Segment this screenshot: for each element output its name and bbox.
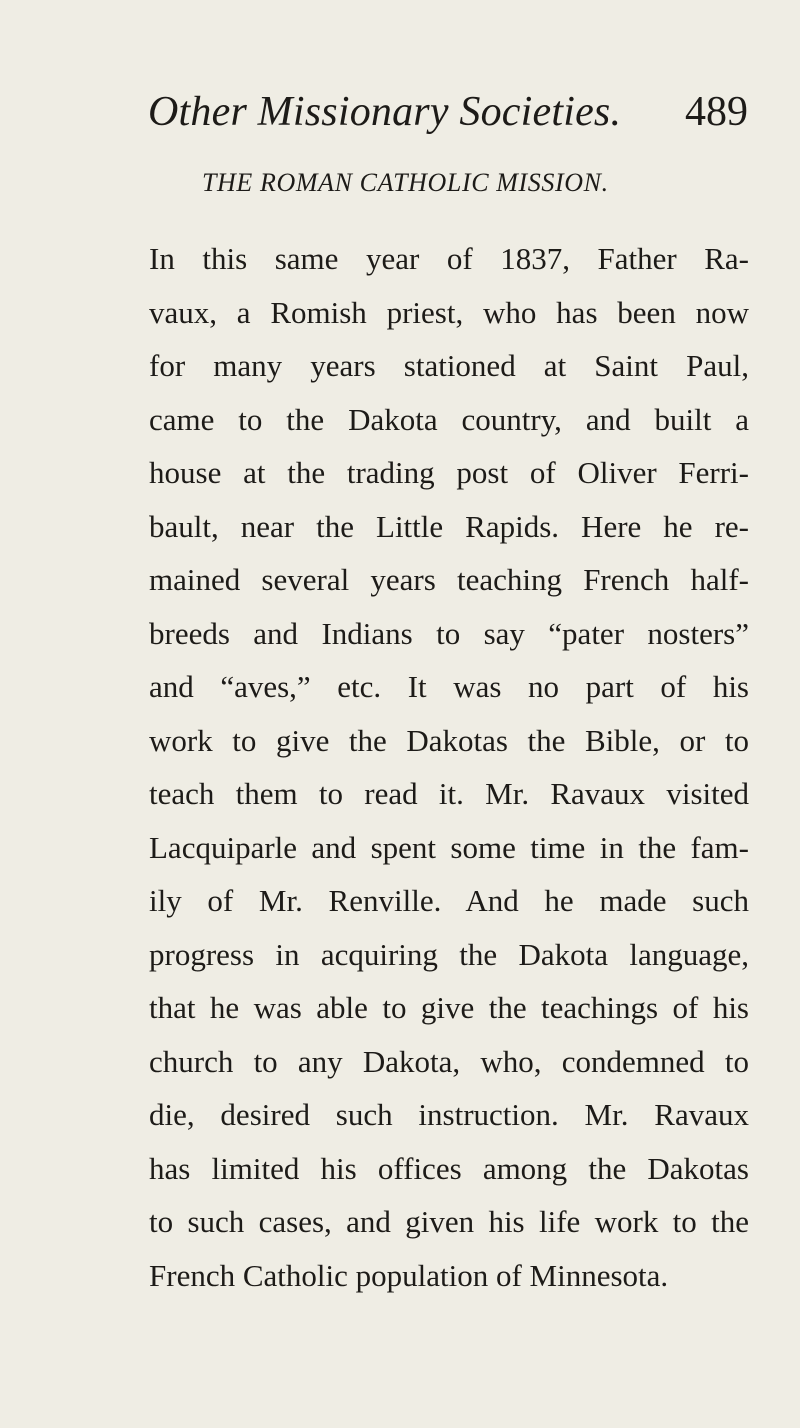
text-line: church to any Dakota, who, condemned to	[149, 1043, 749, 1079]
running-head	[148, 88, 748, 148]
text-line: to such cases, and given his life work to the	[149, 1204, 749, 1239]
text-line: In this same year of 1837, Father Ra-	[149, 241, 749, 276]
text-line: that he was able to give the teachings of his	[149, 990, 749, 1025]
text-line: came to the Dakota country, and built a	[149, 401, 749, 437]
page-number: 489	[685, 89, 748, 135]
text-line: for many years stationed at Saint Paul,	[149, 348, 749, 383]
text-line: has limited his offices among the Dakotas	[149, 1150, 749, 1186]
body-paragraph	[149, 232, 749, 1302]
text-line: breeds and Indians to say “pater nosters”	[149, 615, 749, 651]
text-line: work to give the Dakotas the Bible, or to	[149, 722, 749, 758]
text-line: Lacquiparle and spent some time in the fam-	[149, 829, 749, 865]
text-line: teach them to read it. Mr. Ravaux visited	[149, 776, 749, 811]
text-line: French Catholic population of Minnesota.	[149, 1257, 669, 1293]
running-head-title: Other Missionary Societies.	[148, 89, 622, 135]
text-line: and “aves,” etc. It was no part of his	[149, 669, 749, 704]
text-line: bault, near the Little Rapids. Here he re-	[149, 508, 749, 544]
text-line: die, desired such instruction. Mr. Ravaux	[149, 1097, 749, 1132]
section-title: THE ROMAN CATHOLIC MISSION.	[202, 168, 609, 197]
text-line: progress in acquiring the Dakota language,	[149, 936, 749, 972]
text-line: house at the trading post of Oliver Ferri-	[149, 455, 749, 490]
text-line: vaux, a Romish priest, who has been now	[149, 294, 749, 330]
text-line: ily of Mr. Renville. And he made such	[149, 883, 749, 918]
text-line: mained several years teaching French half-	[149, 562, 749, 597]
